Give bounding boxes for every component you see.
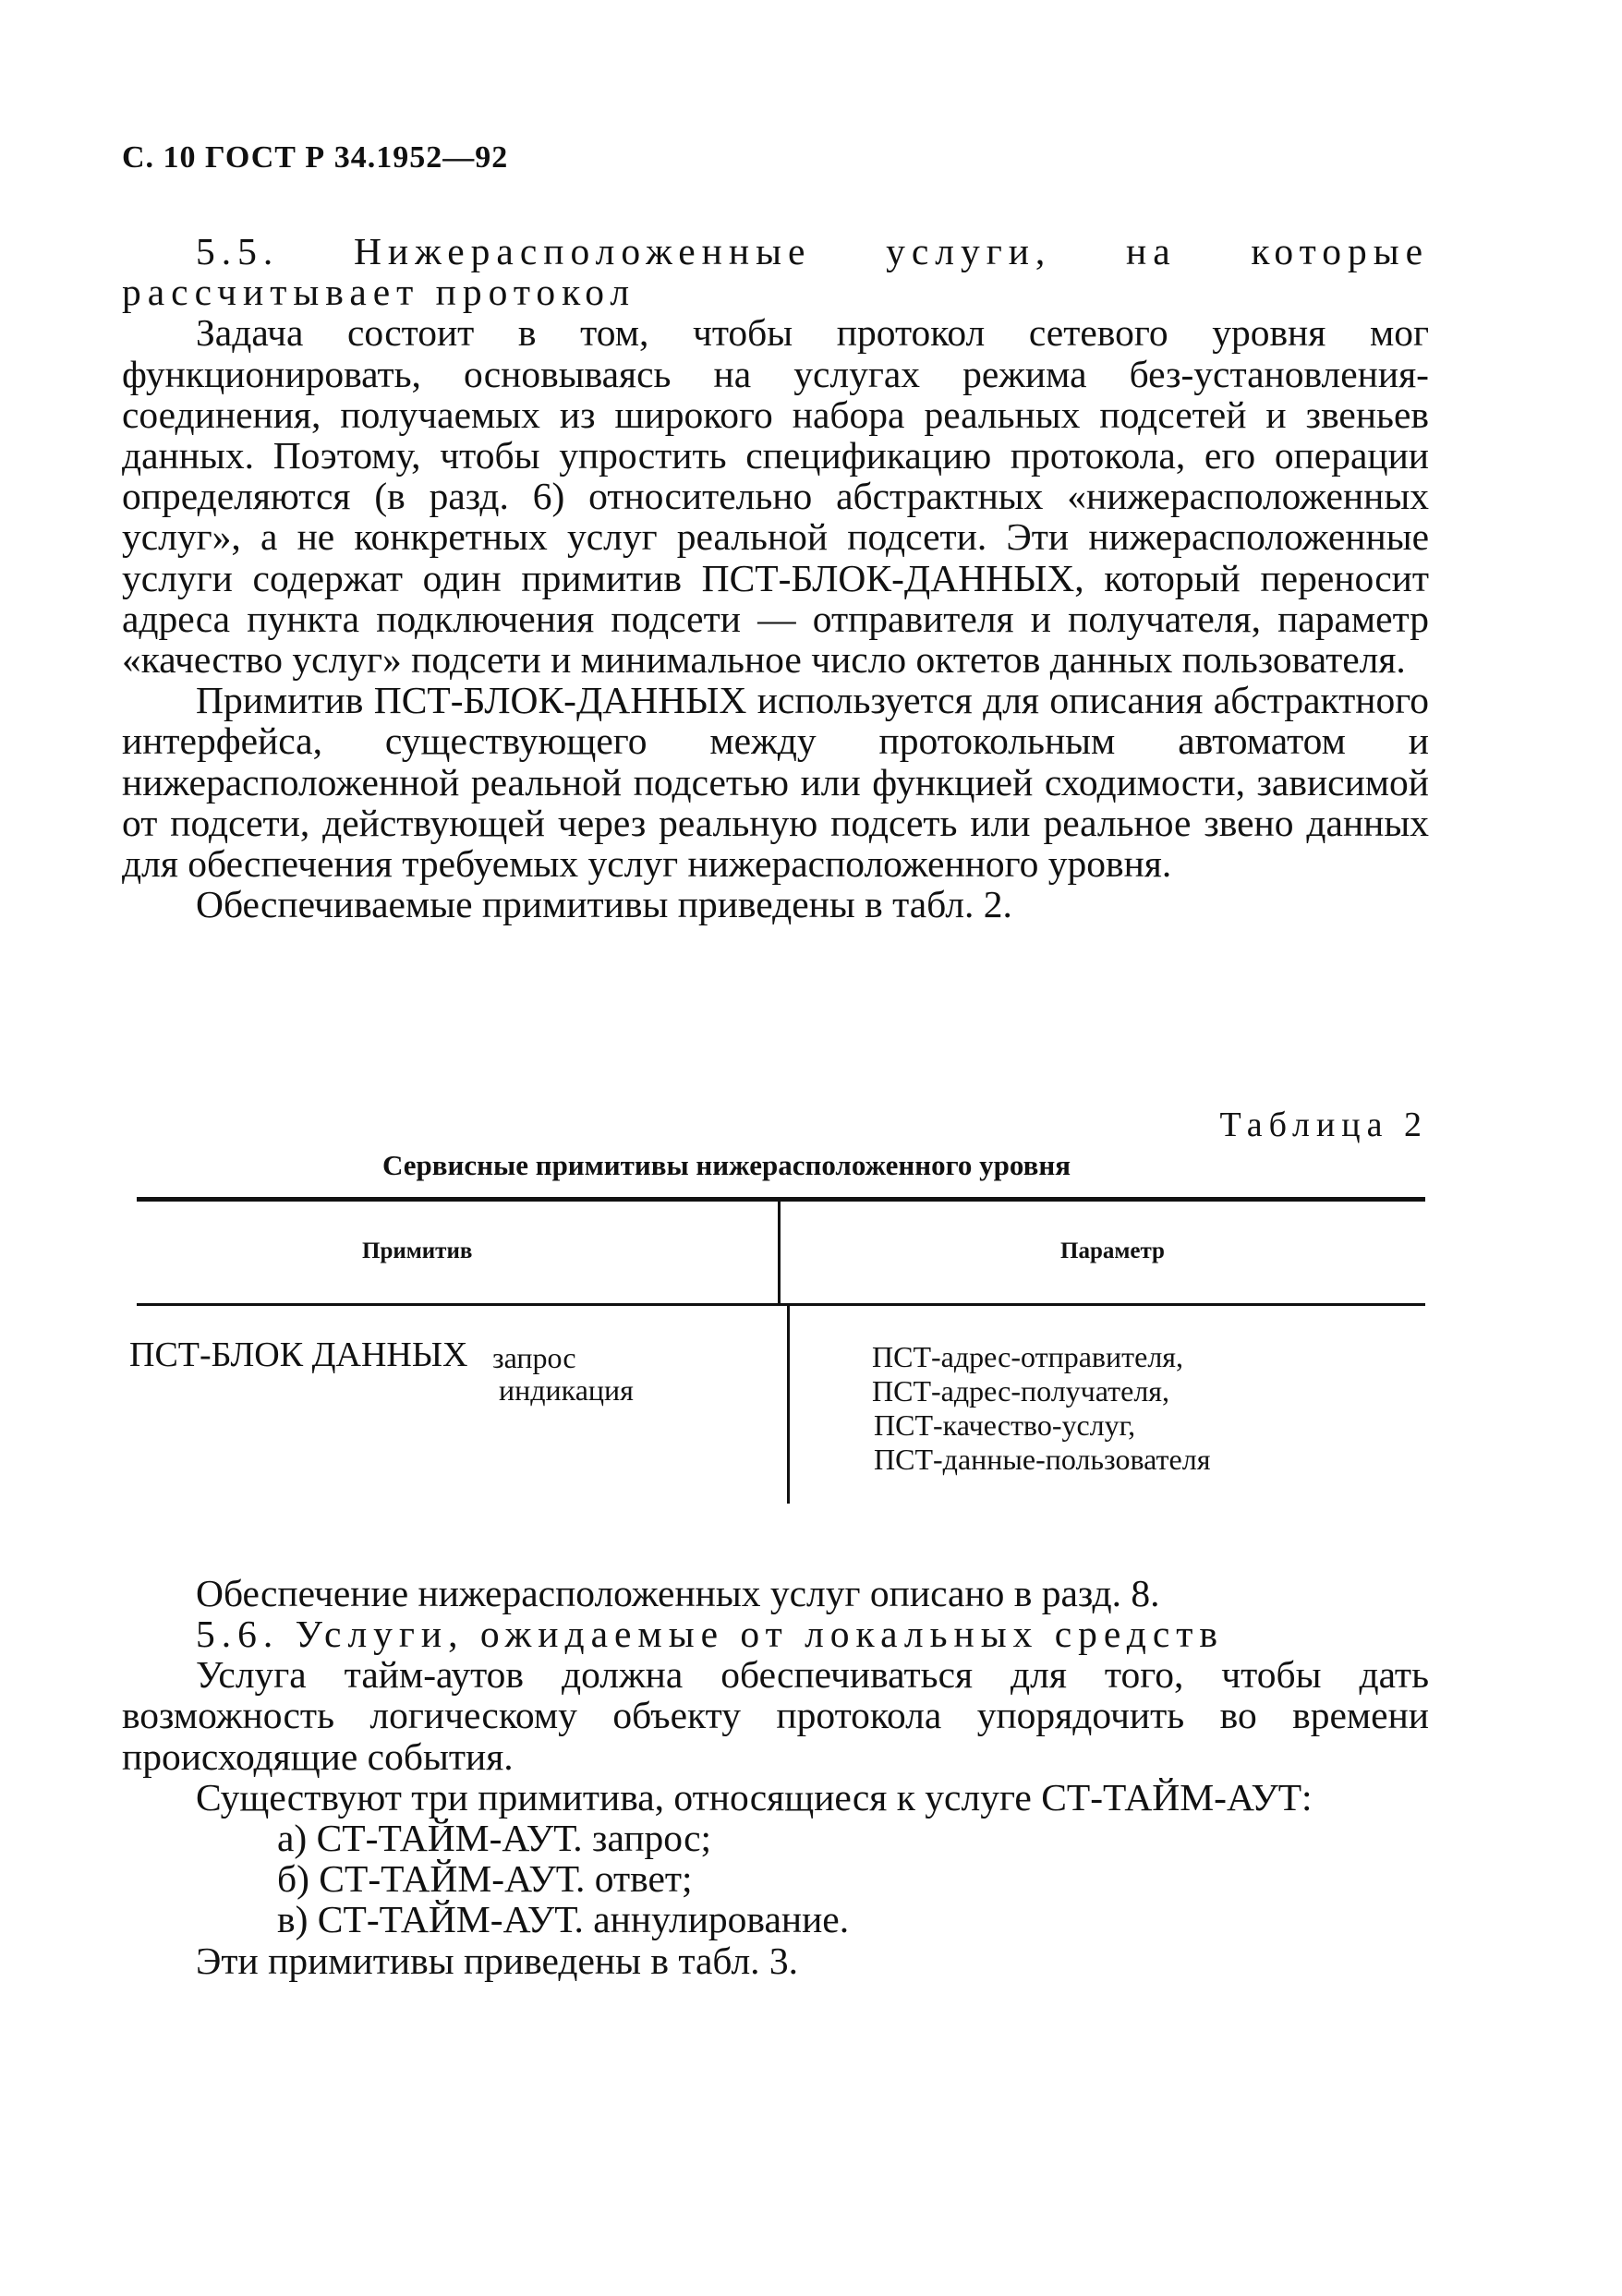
table-2-label: Таблица 2 — [1219, 1106, 1428, 1144]
section-5-6 — [122, 1613, 1429, 1981]
table-top-rule — [137, 1197, 1425, 1202]
section-5-6-paragraph-1: Услуга тайм-аутов должна обеспечиваться для того, чтобы дать возможность логическому объекту протокола упорядочить во времени происходящие события. — [122, 1653, 1429, 1778]
table-primitive-indication: индикация — [499, 1373, 634, 1407]
table-parameter-1: ПСТ-адрес-отправителя, — [872, 1340, 1183, 1373]
section-5-5-paragraph-1: Задача состоит в том, чтобы протокол сетевого уровня мог функционировать, основываясь на услугах режима без-установления-соединения, получаемых из широкого набора реальных подсетей и звеньев данных. Поэтому, чтобы упростить спецификацию протокола, его операции определяются (в разд. 6) относительно абстрактных «нижерасположенных услуг», а не конкретных услуг реальной подсети. Эти нижерасположенные услуги содержат один примитив ПСТ-БЛОК-ДАННЫХ, который переносит адреса пункта подключения подсети — отправителя и получателя, параметр «качество услуг» подсети и минимальное число октетов данных пользователя. — [122, 311, 1429, 682]
table-header-divider — [778, 1201, 781, 1304]
after-table-text — [122, 1573, 1429, 1613]
section-5-6-title: 5.6. Услуги, ожидаемые от локальных средств — [196, 1613, 1225, 1655]
section-5-5-paragraph-3: Обеспечиваемые примитивы приведены в табл. 2. — [196, 883, 1012, 926]
table-header-primitive: Примитив — [362, 1239, 473, 1263]
section-5-5-paragraph-2: Примитив ПСТ-БЛОК-ДАННЫХ используется для описания абстрактного интерфейса, существующего между протокольным автоматом и нижерасположенной реальной подсетью или функцией сходимости, зависимой от подсети, действующей через реальную подсеть или реальное звено данных для обеспечения требуемых услуг нижерасположенного уровня. — [122, 679, 1429, 886]
table-parameter-3: ПСТ-качество-услуг, — [874, 1408, 1136, 1442]
section-5-6-list-item-c: в) СТ-ТАЙМ-АУТ. аннулирование. — [277, 1898, 850, 1941]
section-5-5-title: 5.5. Нижерасположенные услуги, на которые рассчитывает протокол — [122, 230, 1429, 314]
table-header-parameter: Параметр — [1060, 1239, 1165, 1263]
table-2-caption: Сервисные примитивы нижерасположенного уровня — [382, 1149, 1071, 1181]
table-primitive-request: запрос — [492, 1341, 576, 1374]
table-body-divider — [787, 1306, 790, 1504]
table-parameter-2: ПСТ-адрес-получателя, — [872, 1374, 1170, 1408]
after-table-paragraph: Обеспечение нижерасположенных услуг описано в разд. 8. — [196, 1572, 1160, 1614]
table-primitive-name: ПСТ-БЛОК ДАННЫХ — [129, 1335, 468, 1374]
table-parameter-4: ПСТ-данные-пользователя — [874, 1443, 1211, 1476]
section-5-6-paragraph-2: Существуют три примитива, относящиеся к услуге СТ-ТАЙМ-АУТ: — [196, 1775, 1313, 1819]
section-5-6-paragraph-3: Эти примитивы приведены в табл. 3. — [196, 1939, 799, 1982]
section-5-6-list-item-b: б) СТ-ТАЙМ-АУТ. ответ; — [277, 1857, 693, 1901]
section-5-6-list-item-a: а) СТ-ТАЙМ-АУТ. запрос; — [277, 1817, 712, 1860]
page-header: С. 10 ГОСТ Р 34.1952—92 — [122, 140, 509, 175]
section-5-5 — [122, 231, 1429, 924]
table-header-bottom-rule — [137, 1303, 1425, 1306]
